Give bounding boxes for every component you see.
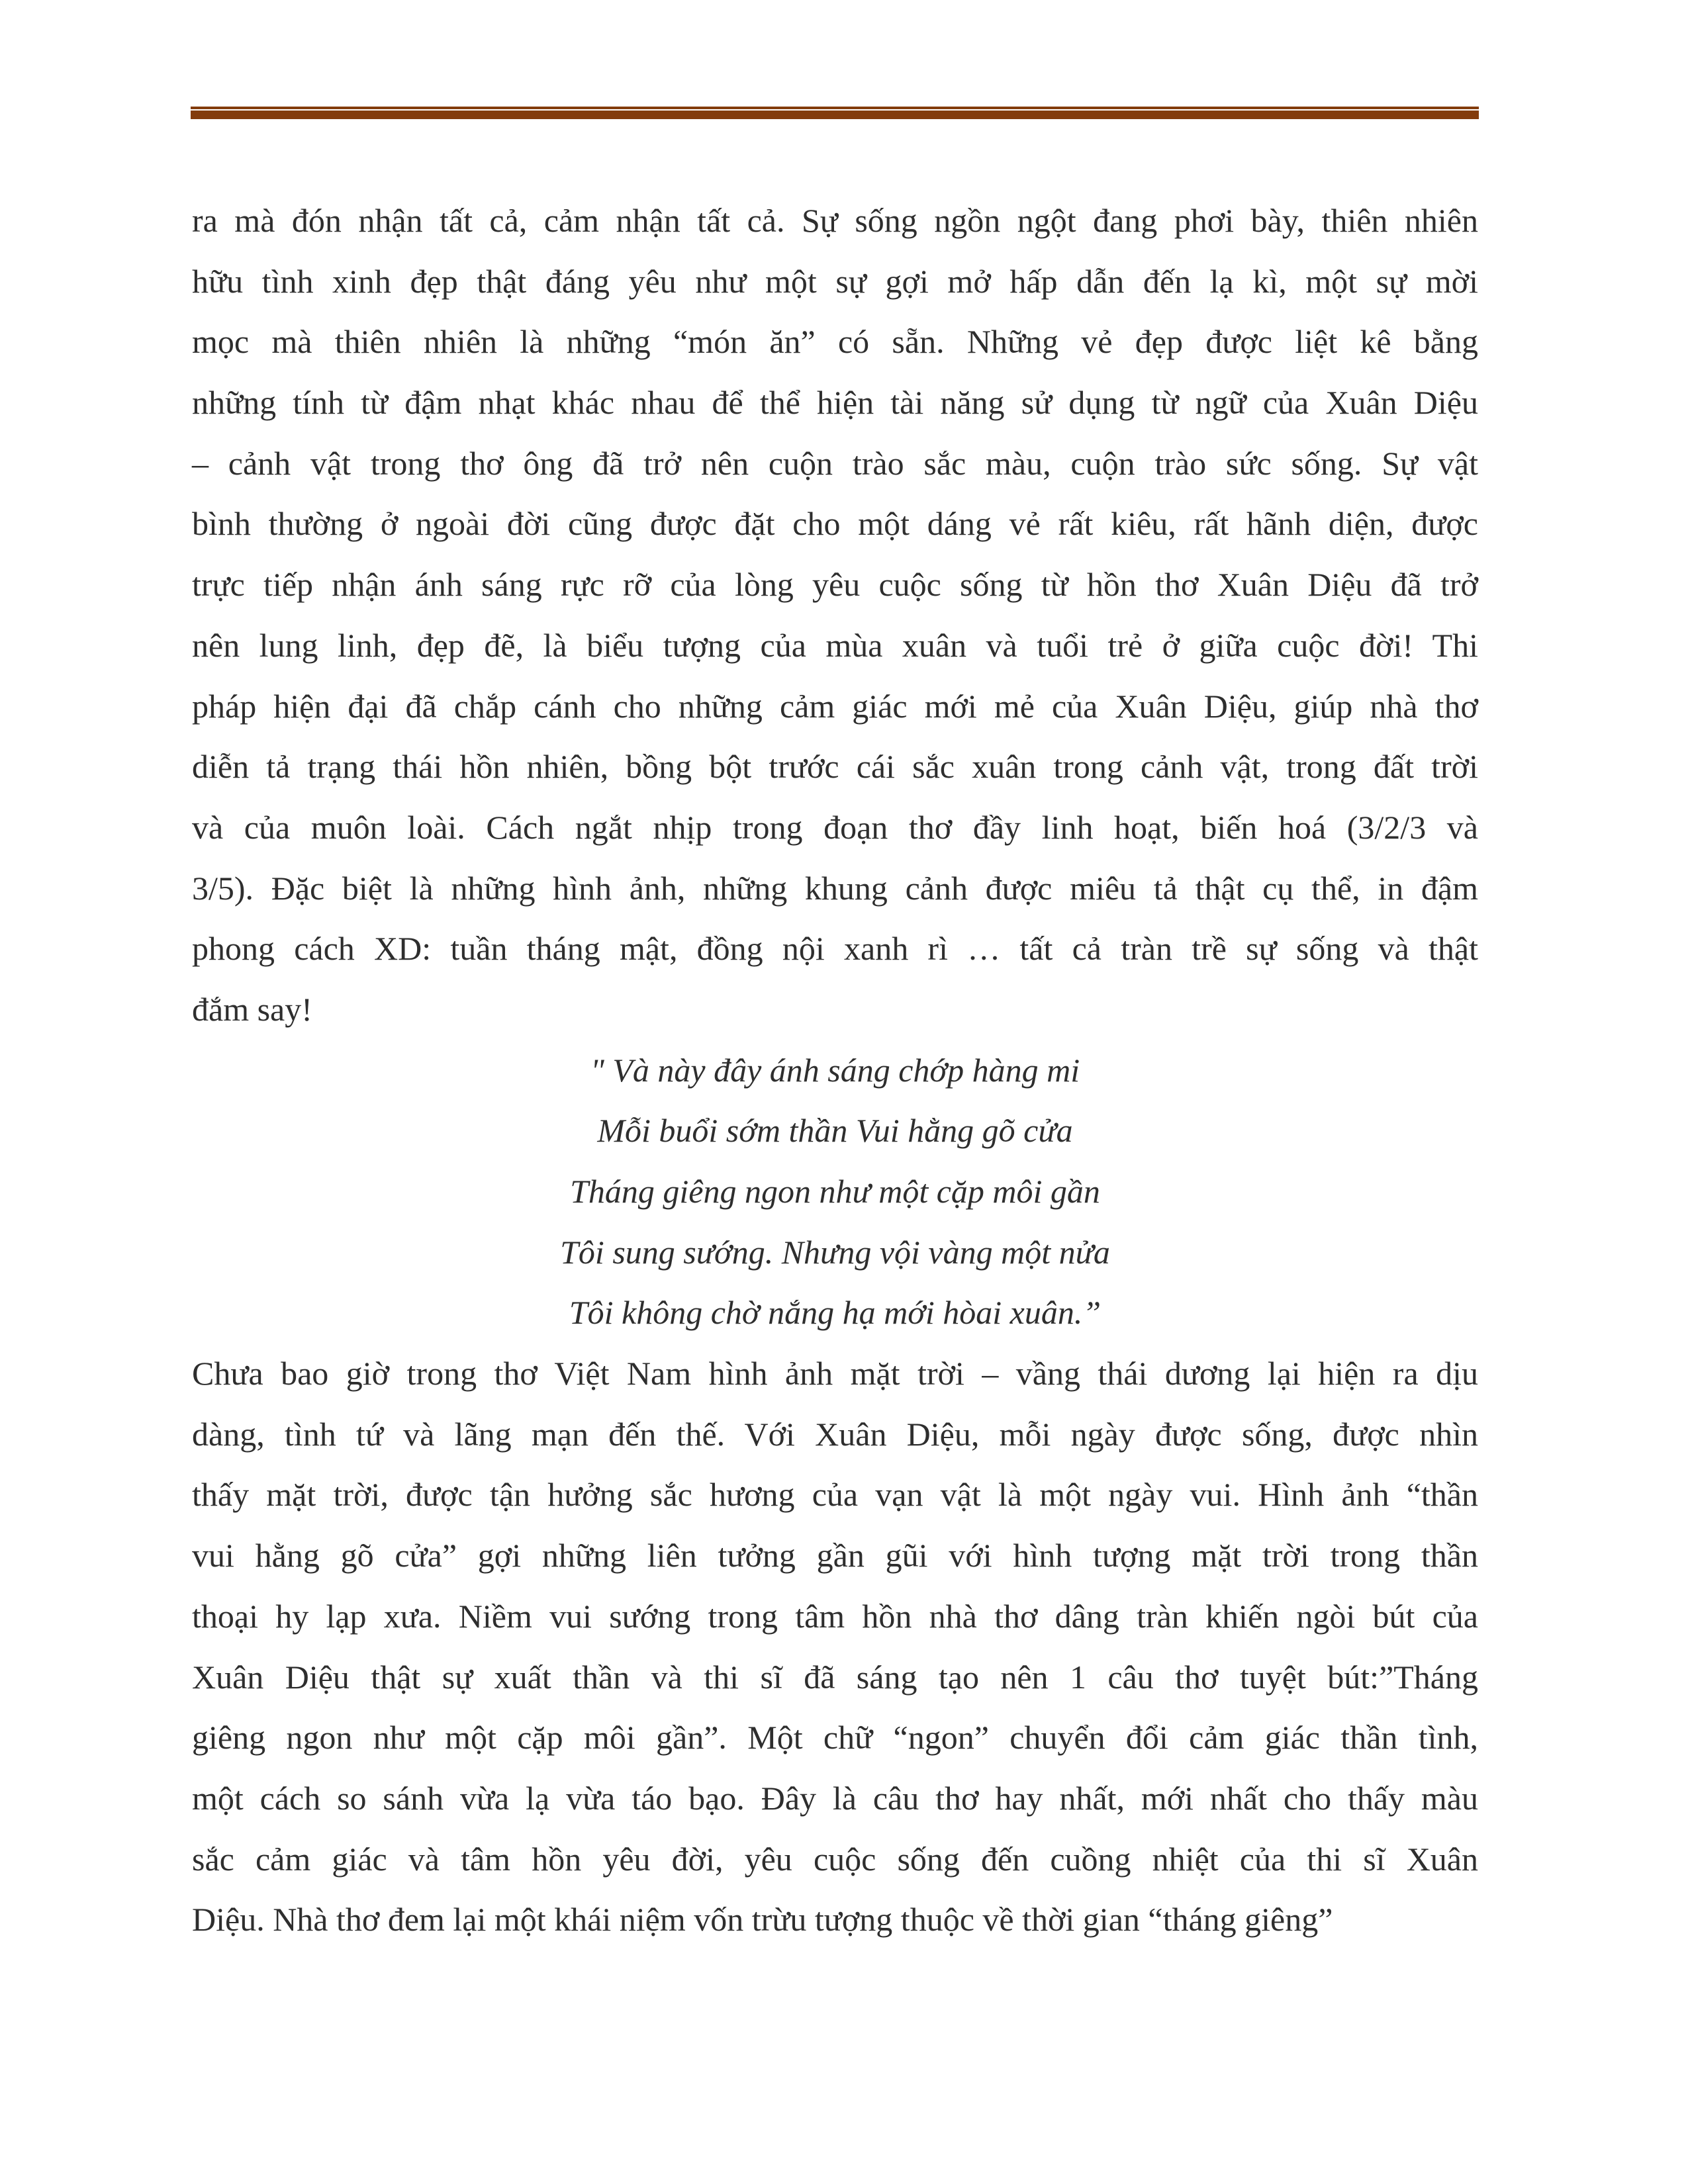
text-line: dàng, tình tứ và lãng mạn đến thế. Với Xuân Diệu, mỗi ngày được sống, được nhìn: [192, 1415, 1478, 1453]
text-line: những tính từ đậm nhạt khác nhau để thể hiện tài năng sử dụng từ ngữ của Xuân Diệu: [192, 384, 1478, 422]
text-line: một cách so sánh vừa lạ vừa táo bạo. Đây là câu thơ hay nhất, mới nhất cho thấy màu: [192, 1779, 1478, 1817]
poem-line: Tôi không chờ nắng hạ mới hòai xuân.”: [569, 1294, 1102, 1332]
text-line: ra mà đón nhận tất cả, cảm nhận tất cả. Sự sống ngồn ngột đang phơi bày, thiên nhiên: [192, 202, 1478, 239]
text-line: mọc mà thiên nhiên là những “món ăn” có sẵn. Những vẻ đẹp được liệt kê bằng: [192, 323, 1478, 361]
text-line: thoại hy lạp xưa. Niềm vui sướng trong tâm hồn nhà thơ dâng tràn khiến ngòi bút của: [192, 1597, 1478, 1635]
poem-line: Mỗi buổi sớm thần Vui hằng gõ cửa: [597, 1112, 1073, 1150]
text-line: hữu tình xinh đẹp thật đáng yêu như một sự gợi mở hấp dẫn đến lạ kì, một sự mời: [192, 262, 1478, 300]
text-line: 3/5). Đặc biệt là những hình ảnh, những khung cảnh được miêu tả thật cụ thể, in đậm: [192, 869, 1478, 907]
header-rule-thin: [191, 107, 1479, 109]
text-line: Chưa bao giờ trong thơ Việt Nam hình ảnh mặt trời – vầng thái dương lại hiện ra dịu: [192, 1355, 1478, 1392]
text-line: – cảnh vật trong thơ ông đã trở nên cuộn trào sắc màu, cuộn trào sức sống. Sự vật: [192, 444, 1478, 482]
poem-quote: [192, 1040, 1478, 1343]
paragraph-2: [192, 1343, 1478, 1950]
poem-line: " Và này đây ánh sáng chớp hàng mi: [590, 1051, 1080, 1089]
text-line: diễn tả trạng thái hồn nhiên, bồng bột trước cái sắc xuân trong cảnh vật, trong đất trời: [192, 748, 1478, 786]
page-content: [192, 191, 1478, 1950]
text-line: nên lung linh, đẹp đẽ, là biểu tượng của mùa xuân và tuổi trẻ ở giữa cuộc đời! Thi: [192, 626, 1478, 664]
text-line: trực tiếp nhận ánh sáng rực rỡ của lòng yêu cuộc sống từ hồn thơ Xuân Diệu đã trở: [192, 566, 1478, 604]
text-line: Xuân Diệu thật sự xuất thần và thi sĩ đã sáng tạo nên 1 câu thơ tuyệt bút:”Tháng: [192, 1658, 1478, 1696]
text-line: bình thường ở ngoài đời cũng được đặt cho một dáng vẻ rất kiêu, rất hãnh diện, được: [192, 505, 1478, 543]
text-line: pháp hiện đại đã chắp cánh cho những cảm giác mới mẻ của Xuân Diệu, giúp nhà thơ: [192, 687, 1478, 725]
text-line: đắm say!: [192, 990, 312, 1028]
text-line: thấy mặt trời, được tận hưởng sắc hương của vạn vật là một ngày vui. Hình ảnh “thần: [192, 1476, 1478, 1514]
text-line: sắc cảm giác và tâm hồn yêu đời, yêu cuộc sống đến cuồng nhiệt của thi sĩ Xuân: [192, 1840, 1478, 1878]
text-line: vui hằng gõ cửa” gợi những liên tưởng gần gũi với hình tượng mặt trời trong thần: [192, 1537, 1478, 1574]
text-line: giêng ngon như một cặp môi gần”. Một chữ “ngon” chuyển đổi cảm giác thần tình,: [192, 1719, 1478, 1756]
header-rule-thick: [191, 111, 1479, 119]
paragraph-1: [192, 191, 1478, 1040]
text-line: Diệu. Nhà thơ đem lại một khái niệm vốn trừu tượng thuộc về thời gian “tháng giêng”: [192, 1901, 1333, 1938]
text-line: và của muôn loài. Cách ngắt nhịp trong đoạn thơ đầy linh hoạt, biến hoá (3/2/3 và: [192, 808, 1478, 846]
poem-line: Tháng giêng ngon như một cặp môi gần: [570, 1173, 1100, 1210]
poem-line: Tôi sung sướng. Nhưng vội vàng một nửa: [560, 1233, 1110, 1271]
text-line: phong cách XD: tuần tháng mật, đồng nội xanh rì … tất cả tràn trề sự sống và thật: [192, 930, 1478, 968]
